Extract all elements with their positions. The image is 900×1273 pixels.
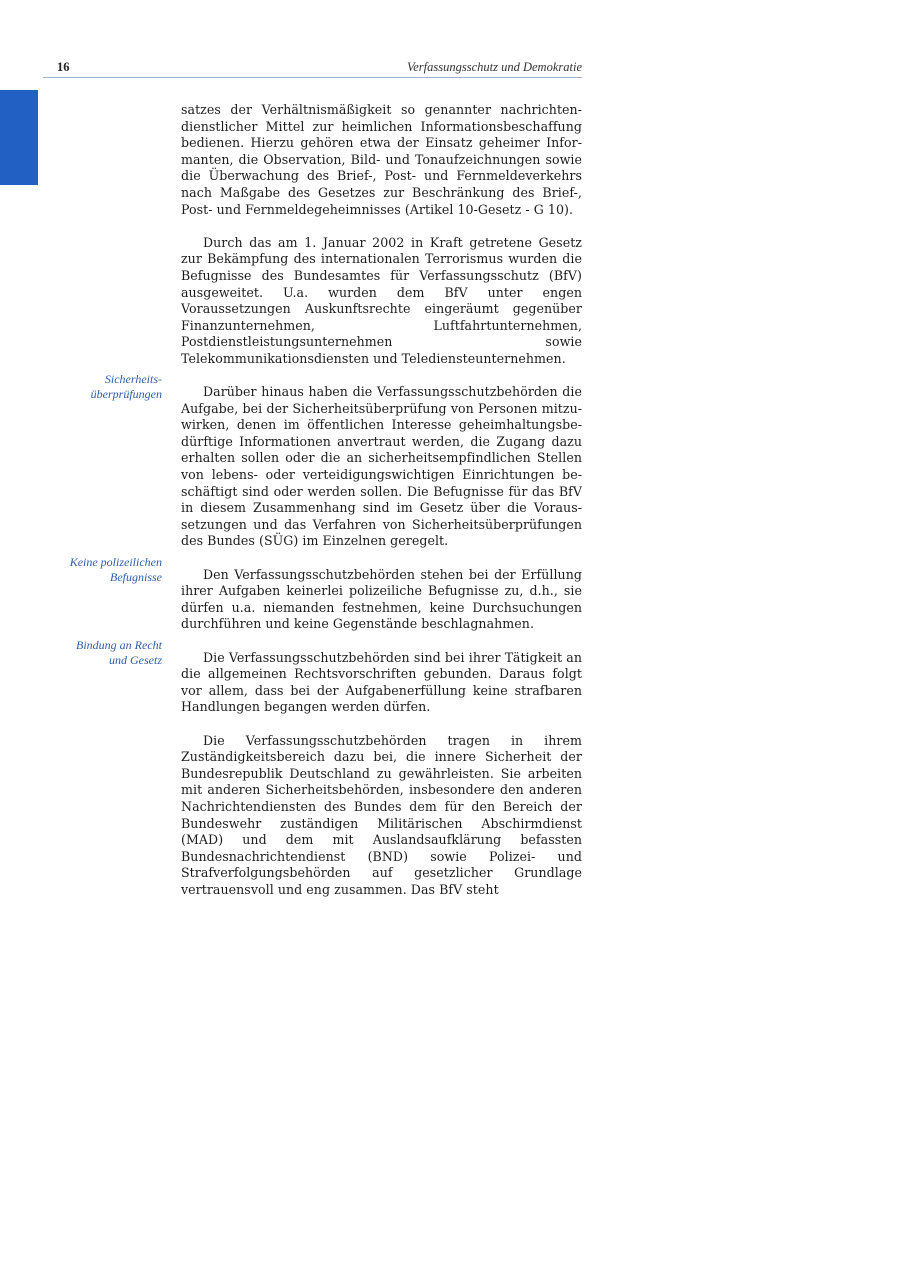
margin-note-line: Sicherheits- [104, 372, 162, 386]
paragraph-bindung-an-recht: Die Verfassungsschutzbehörden sind bei ihrer Tätigkeit an die allgemeinen Rechtsvorschriften gebunden. Daraus folgt vor allem, dass bei der Aufgabenerfüllung keine strafbaren Handlungen begangen werden dürfen. [181, 649, 582, 715]
running-title: Verfassungsschutz und Demokratie [407, 60, 582, 74]
paragraph-continued: satzes der Verhältnismäßigkeit so genannter nachrichtendienstlicher Mittel zur heimlichen Informationsbeschaffung bedienen. Hierzu gehören etwa der Einsatz geheimer Informanten, die Observation, Bild- und Tonaufzeichnungen sowie die Überwachung des Brief-, Post- und Fernmeldeverkehrs nach Maßgabe des Gesetzes zur Beschränkung des Brief-, Post- und Fernmeldegeheimnisses (Artikel 10-Gesetz - G 10). [181, 102, 582, 217]
margin-note-bindung-an-recht [22, 638, 162, 668]
body-text-column [181, 102, 582, 915]
margin-note-line: Befugnisse [110, 570, 162, 584]
page-number: 16 [57, 60, 70, 74]
chapter-tab-marker [0, 90, 38, 185]
page-header [43, 58, 582, 78]
margin-note-line: Bindung an Recht [76, 638, 162, 652]
paragraph-sicherheitsueberpruefungen: Darüber hinaus haben die Verfassungsschutzbehörden die Aufgabe, bei der Sicherheitsüberprüfung von Personen mitzuwirken, denen im öffentlichen Interesse geheimhaltungsbedürftige Informationen anvertraut werden, die Zugang dazu erhalten sollen oder die an sicherheitsempfindlichen Stellen von lebens- oder verteidigungswichtigen Einrichtungen beschäftigt sind oder werden sollen. Die Befugnisse für das BfV in diesem Zusammenhang sind im Gesetz über die Voraussetzungen und das Verfahren von Sicherheitsüberprüfungen des Bundes (SÜG) im Einzelnen geregelt. [181, 384, 582, 549]
margin-note-line: Keine polizeilichen [69, 555, 162, 569]
margin-note-sicherheitsueberpruefungen [22, 372, 162, 402]
margin-note-keine-polizeilichen-befugnisse [22, 555, 162, 585]
paragraph-keine-polizeilichen-befugnisse: Den Verfassungsschutzbehörden stehen bei der Erfüllung ihrer Aufgaben keinerlei polizeiliche Befugnisse zu, d.h., sie dürfen u.a. niemanden festnehmen, keine Durchsuchungen durchführen und keine Gegenstände beschlagnahmen. [181, 566, 582, 632]
paragraph-zusammenarbeit: Die Verfassungsschutzbehörden tragen in ihrem Zuständigkeitsbereich dazu bei, die innere Sicherheit der Bundesrepublik Deutschland zu gewährleisten. Sie arbeiten mit anderen Sicherheitsbehörden, insbesondere den anderen Nachrichtendiensten des Bundes dem für den Bereich der Bundeswehr zuständigen Militärischen Abschirmdienst (MAD) und dem mit Auslandsaufklärung befassten Bundesnachrichtendienst (BND) sowie Polizei- und Strafverfolgungsbehörden auf gesetzlicher Grundlage vertrauensvoll und eng zusammen. Das BfV steht [181, 732, 582, 897]
paragraph-terrorismus-gesetz: Durch das am 1. Januar 2002 in Kraft getretene Gesetz zur Bekämpfung des internationalen Terrorismus wurden die Befugnisse des Bundesamtes für Verfassungsschutz (BfV) ausgeweitet. U.a. wurden dem BfV unter engen Voraussetzungen Auskunftsrechte eingeräumt gegenüber Finanzunternehmen, Luftfahrtunternehmen, Postdienstleistungsunternehmen sowie Telekommunikationsdiensten und Telediensteunternehmen. [181, 234, 582, 366]
margin-note-line: überprüfungen [90, 387, 162, 401]
margin-note-line: und Gesetz [109, 653, 162, 667]
